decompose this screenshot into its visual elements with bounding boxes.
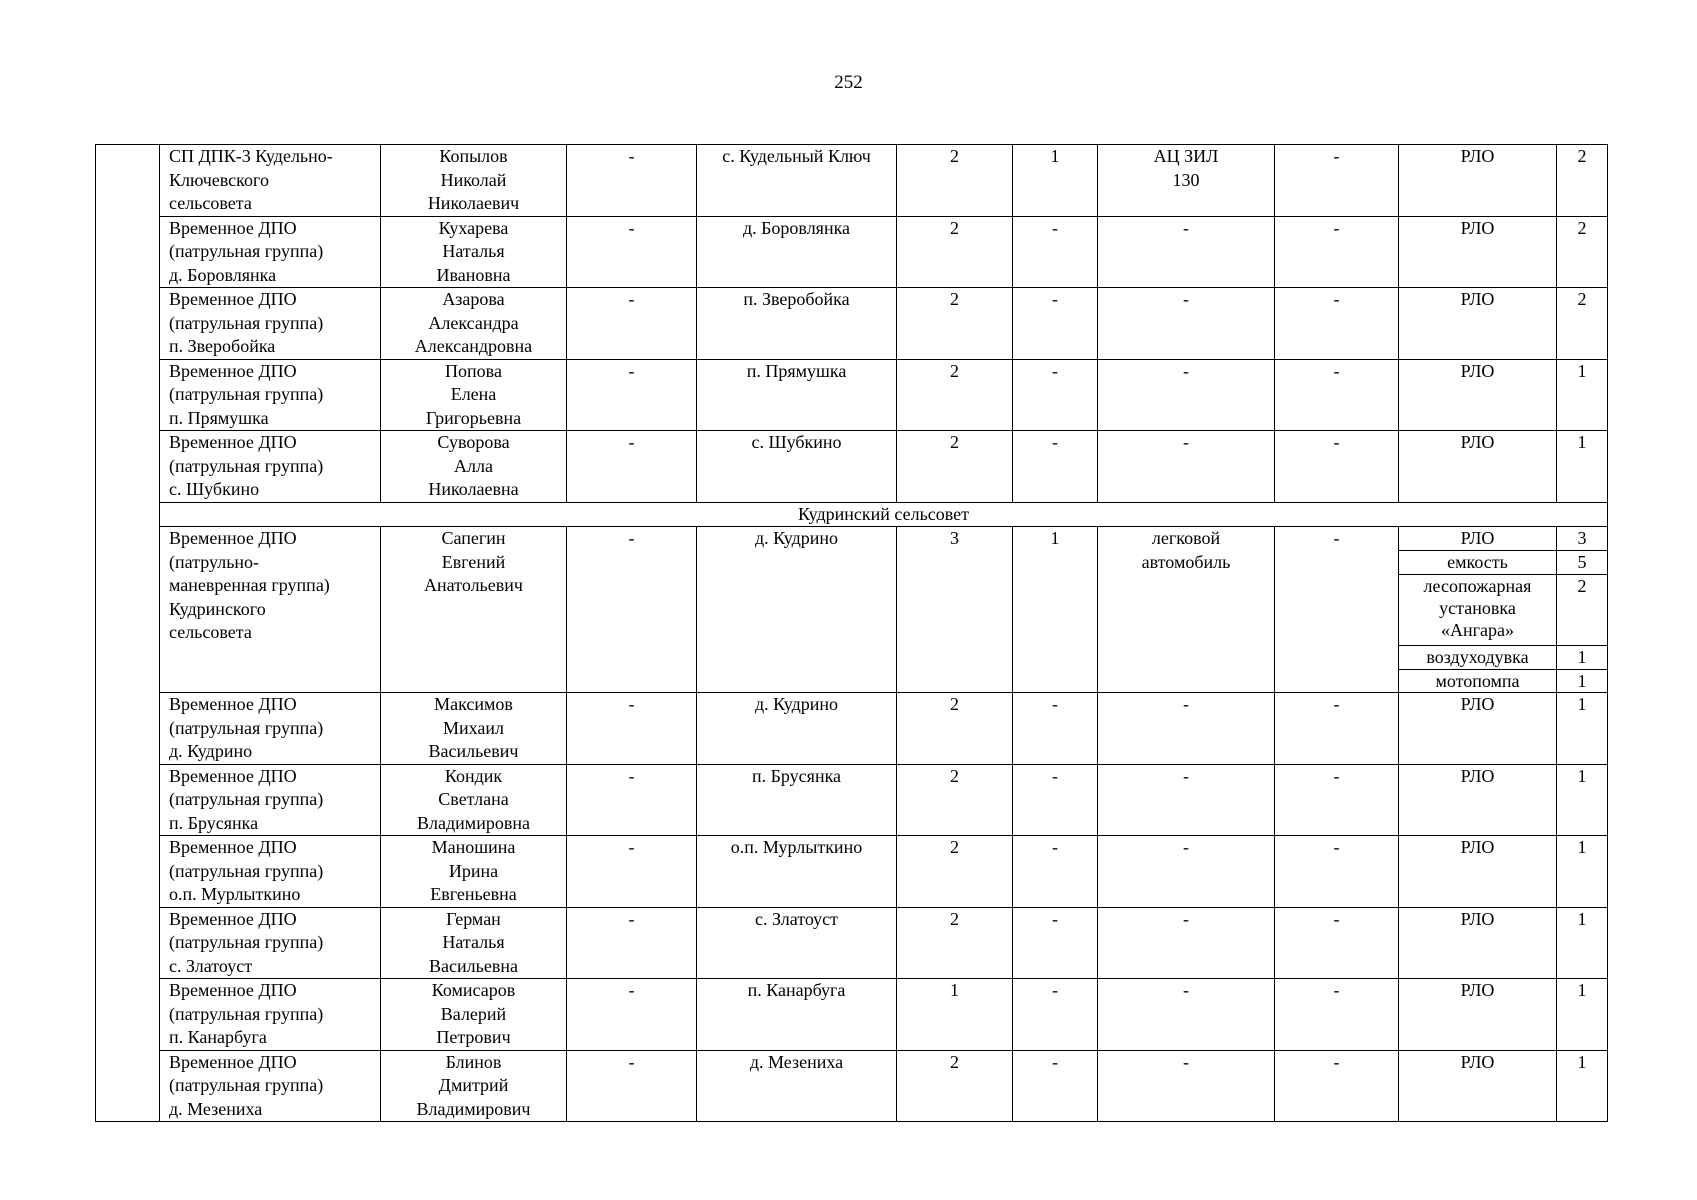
table-row (96, 216, 1608, 288)
equipment-cell: емкость (1399, 551, 1557, 575)
equipment-qty-cell: 1 (1557, 836, 1608, 908)
vehicle-count-cell: - (1013, 907, 1098, 979)
vehicle-type-cell: - (1098, 216, 1275, 288)
equipment-qty-cell: 1 (1557, 670, 1608, 693)
blank-index-cell (96, 145, 160, 1122)
staff-count-cell: 2 (897, 764, 1013, 836)
phone-cell: - (567, 979, 697, 1051)
staff-count-cell: 2 (897, 216, 1013, 288)
equipment-qty-cell: 2 (1557, 145, 1608, 217)
phone-cell: - (567, 764, 697, 836)
location-cell: п. Прямушка (697, 359, 897, 431)
vehicle-count-cell: - (1013, 1050, 1098, 1122)
phone-cell: - (567, 431, 697, 503)
location-cell: д. Кудрино (697, 527, 897, 693)
vehicle-count-cell: - (1013, 431, 1098, 503)
location-cell: д. Кудрино (697, 693, 897, 765)
table-row (96, 907, 1608, 979)
vehicle-count-cell: - (1013, 979, 1098, 1051)
special-equipment-cell: - (1275, 145, 1399, 217)
head-name-cell: Блинов Дмитрий Владимирович (381, 1050, 567, 1122)
vehicle-type-cell: - (1098, 359, 1275, 431)
phone-cell: - (567, 693, 697, 765)
equipment-cell: мотопомпа (1399, 670, 1557, 693)
vehicle-count-cell: - (1013, 693, 1098, 765)
unit-name-cell: Временное ДПО (патрульная группа) о.п. Мурлыткино (160, 836, 381, 908)
vehicle-type-cell: - (1098, 1050, 1275, 1122)
equipment-cell: РЛО (1399, 145, 1557, 217)
equipment-qty-cell: 3 (1557, 527, 1608, 551)
equipment-qty-cell: 2 (1557, 575, 1608, 646)
unit-name-cell: Временное ДПО (патрульная группа) п. Брусянка (160, 764, 381, 836)
special-equipment-cell: - (1275, 764, 1399, 836)
phone-cell: - (567, 836, 697, 908)
vehicle-type-cell: - (1098, 431, 1275, 503)
staff-count-cell: 2 (897, 693, 1013, 765)
staff-count-cell: 3 (897, 527, 1013, 693)
special-equipment-cell: - (1275, 836, 1399, 908)
phone-cell: - (567, 145, 697, 217)
equipment-qty-cell: 1 (1557, 907, 1608, 979)
equipment-qty-cell: 1 (1557, 764, 1608, 836)
vehicle-count-cell: 1 (1013, 145, 1098, 217)
phone-cell: - (567, 527, 697, 693)
special-equipment-cell: - (1275, 693, 1399, 765)
phone-cell: - (567, 907, 697, 979)
unit-name-cell: Временное ДПО (патрульная группа) д. Мезениха (160, 1050, 381, 1122)
table-row (96, 359, 1608, 431)
unit-name-cell: Временное ДПО (патрульная группа) п. Зверобойка (160, 288, 381, 360)
phone-cell: - (567, 288, 697, 360)
vehicle-count-cell: - (1013, 216, 1098, 288)
equipment-cell: воздуходувка (1399, 646, 1557, 670)
equipment-cell: РЛО (1399, 216, 1557, 288)
equipment-cell: РЛО (1399, 693, 1557, 765)
table-row (96, 764, 1608, 836)
head-name-cell: Кондик Светлана Владимировна (381, 764, 567, 836)
equipment-subrow (96, 527, 1608, 551)
head-name-cell: Максимов Михаил Васильевич (381, 693, 567, 765)
equipment-cell: РЛО (1399, 359, 1557, 431)
staff-count-cell: 2 (897, 1050, 1013, 1122)
equipment-cell: лесопожарная установка «Ангара» (1399, 575, 1557, 646)
unit-name-cell: Временное ДПО (патрульная группа) д. Кудрино (160, 693, 381, 765)
equipment-cell: РЛО (1399, 288, 1557, 360)
vehicle-type-cell: - (1098, 288, 1275, 360)
staff-count-cell: 2 (897, 907, 1013, 979)
location-cell: с. Златоуст (697, 907, 897, 979)
special-equipment-cell: - (1275, 907, 1399, 979)
vehicle-type-cell: - (1098, 979, 1275, 1051)
staff-count-cell: 2 (897, 359, 1013, 431)
special-equipment-cell: - (1275, 979, 1399, 1051)
staff-count-cell: 1 (897, 979, 1013, 1051)
head-name-cell: Копылов Николай Николаевич (381, 145, 567, 217)
location-cell: д. Боровлянка (697, 216, 897, 288)
equipment-cell: РЛО (1399, 907, 1557, 979)
head-name-cell: Суворова Алла Николаевна (381, 431, 567, 503)
vehicle-count-cell: - (1013, 288, 1098, 360)
special-equipment-cell: - (1275, 288, 1399, 360)
unit-name-cell: СП ДПК-3 Кудельно- Ключевского сельсовета (160, 145, 381, 217)
unit-name-cell: Временное ДПО (патрульная группа) п. Канарбуга (160, 979, 381, 1051)
equipment-cell: РЛО (1399, 764, 1557, 836)
table-row (96, 836, 1608, 908)
location-cell: д. Мезениха (697, 1050, 897, 1122)
page-number: 252 (834, 72, 863, 93)
head-name-cell: Комисаров Валерий Петрович (381, 979, 567, 1051)
vehicle-type-cell: - (1098, 907, 1275, 979)
phone-cell: - (567, 1050, 697, 1122)
location-cell: п. Канарбуга (697, 979, 897, 1051)
table-row (96, 288, 1608, 360)
equipment-cell: РЛО (1399, 431, 1557, 503)
head-name-cell: Маношина Ирина Евгеньевна (381, 836, 567, 908)
unit-name-cell: Временное ДПО (патрульно- маневренная группа) Кудринского сельсовета (160, 527, 381, 693)
vehicle-type-cell: - (1098, 693, 1275, 765)
vehicle-type-cell: легковой автомобиль (1098, 527, 1275, 693)
equipment-cell: РЛО (1399, 1050, 1557, 1122)
vehicle-count-cell: - (1013, 836, 1098, 908)
location-cell: п. Брусянка (697, 764, 897, 836)
equipment-cell: РЛО (1399, 527, 1557, 551)
staff-count-cell: 2 (897, 431, 1013, 503)
location-cell: с. Шубкино (697, 431, 897, 503)
vehicle-type-cell: АЦ ЗИЛ 130 (1098, 145, 1275, 217)
head-name-cell: Попова Елена Григорьевна (381, 359, 567, 431)
table-row (96, 693, 1608, 765)
equipment-qty-cell: 1 (1557, 693, 1608, 765)
section-row (96, 502, 1608, 527)
head-name-cell: Кухарева Наталья Ивановна (381, 216, 567, 288)
unit-name-cell: Временное ДПО (патрульная группа) п. Прямушка (160, 359, 381, 431)
special-equipment-cell: - (1275, 1050, 1399, 1122)
special-equipment-cell: - (1275, 359, 1399, 431)
table-row (96, 1050, 1608, 1122)
equipment-qty-cell: 5 (1557, 551, 1608, 575)
staff-count-cell: 2 (897, 145, 1013, 217)
unit-name-cell: Временное ДПО (патрульная группа) с. Шубкино (160, 431, 381, 503)
special-equipment-cell: - (1275, 216, 1399, 288)
vehicle-count-cell: 1 (1013, 527, 1098, 693)
special-equipment-cell: - (1275, 527, 1399, 693)
vehicle-count-cell: - (1013, 359, 1098, 431)
vehicle-count-cell: - (1013, 764, 1098, 836)
equipment-qty-cell: 1 (1557, 646, 1608, 670)
equipment-qty-cell: 1 (1557, 431, 1608, 503)
equipment-cell: РЛО (1399, 836, 1557, 908)
unit-name-cell: Временное ДПО (патрульная группа) д. Боровлянка (160, 216, 381, 288)
unit-name-cell: Временное ДПО (патрульная группа) с. Златоуст (160, 907, 381, 979)
head-name-cell: Герман Наталья Васильевна (381, 907, 567, 979)
equipment-qty-cell: 2 (1557, 288, 1608, 360)
table-row (96, 979, 1608, 1051)
table-row (96, 431, 1608, 503)
section-title: Кудринский сельсовет (160, 502, 1608, 527)
staff-count-cell: 2 (897, 836, 1013, 908)
equipment-cell: РЛО (1399, 979, 1557, 1051)
vehicle-type-cell: - (1098, 836, 1275, 908)
equipment-qty-cell: 1 (1557, 979, 1608, 1051)
vehicle-type-cell: - (1098, 764, 1275, 836)
table-row (96, 145, 1608, 217)
staff-count-cell: 2 (897, 288, 1013, 360)
equipment-qty-cell: 1 (1557, 359, 1608, 431)
phone-cell: - (567, 359, 697, 431)
head-name-cell: Сапегин Евгений Анатольевич (381, 527, 567, 693)
equipment-qty-cell: 1 (1557, 1050, 1608, 1122)
location-cell: о.п. Мурлыткино (697, 836, 897, 908)
location-cell: с. Кудельный Ключ (697, 145, 897, 217)
units-table (95, 144, 1608, 1122)
equipment-qty-cell: 2 (1557, 216, 1608, 288)
table-body (96, 145, 1608, 1122)
phone-cell: - (567, 216, 697, 288)
special-equipment-cell: - (1275, 431, 1399, 503)
head-name-cell: Азарова Александра Александровна (381, 288, 567, 360)
location-cell: п. Зверобойка (697, 288, 897, 360)
